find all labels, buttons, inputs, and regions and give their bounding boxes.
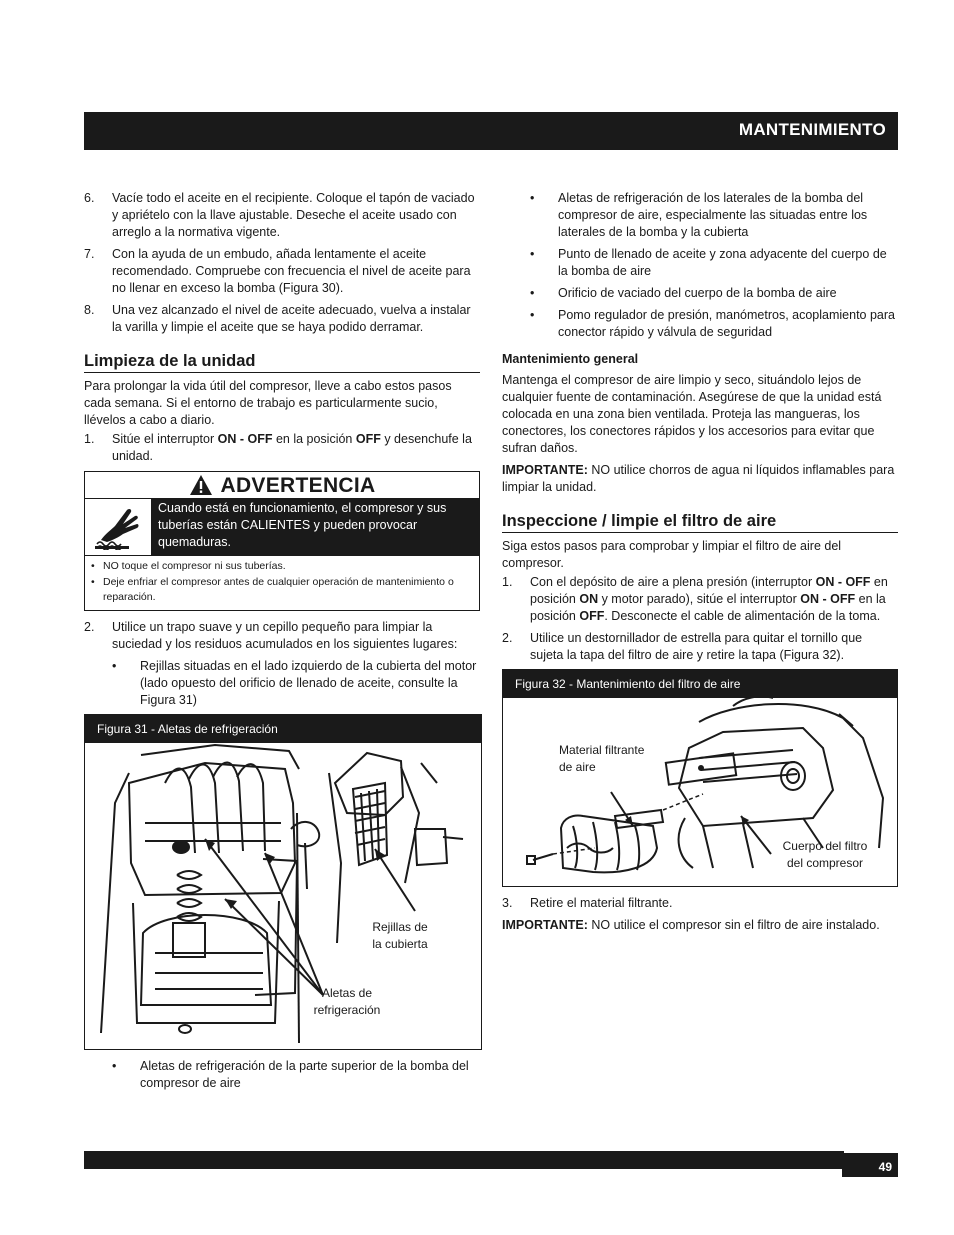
figure-31 xyxy=(84,714,482,1050)
cleaning-bullet-grills: • Rejillas situadas en el lado izquierdo de la cubierta del motor (lado opuesto del orificio de llenado de aceite, consulte la Figura 31) xyxy=(112,659,477,707)
warning-list xyxy=(85,556,479,610)
filter-heading: Inspeccione / limpie el filtro de aire xyxy=(502,513,898,533)
cleaning-heading: Limpieza de la unidad xyxy=(84,353,480,373)
figure-32-illustration xyxy=(503,698,897,886)
warning-body xyxy=(85,499,479,556)
figure-31-label-grills: Rejillas de la cubierta xyxy=(372,920,428,951)
warning-item: • Deje enfriar el compresor antes de cualquier operación de mantenimiento o reparación. xyxy=(91,576,454,603)
cleaning-bullet-top-fins: • Aletas de refrigeración de la parte superior de la bomba del compresor de aire xyxy=(112,1059,469,1090)
page-number: 49 xyxy=(842,1153,898,1177)
header-bar xyxy=(84,112,898,150)
figure-32 xyxy=(502,669,898,887)
hot-surface-hand-icon xyxy=(93,504,143,550)
warning-triangle-icon xyxy=(189,474,213,496)
figure-32-label-body: Cuerpo del filtro del compresor xyxy=(782,839,868,870)
warning-message: Cuando está en funcionamiento, el compresor y sus tuberías están CALIENTES y pueden provocar quemaduras. xyxy=(152,499,479,555)
step-7: 7. Con la ayuda de un embudo, añada lentamente el aceite recomendado. Compruebe con frecuencia el nivel de aceite para no llenar en exceso la bomba (Figura 30). xyxy=(84,247,471,295)
filter-step-2: 2. Utilice un destornillador de estrella para quitar el tornillo que sujeta la tapa del filtro de aire y retire la tapa (Figura 32). xyxy=(502,631,863,662)
step-6: 6. Vacíe todo el aceite en el recipiente. Coloque el tapón de vaciado y apriételo con la llave ajustable. Deseche el aceite usado con arreglo a la normativa vigente. xyxy=(84,191,475,239)
figure-31-label-fins: Aletas de refrigeración xyxy=(313,986,381,1017)
cleaning-bullet-oil-fill: • Punto de llenado de aceite y zona adyacente del cuerpo de la bomba de aire xyxy=(530,247,887,278)
right-column xyxy=(502,190,898,939)
footer-bar xyxy=(84,1151,844,1169)
figure-32-label-material: Material filtrante de aire xyxy=(559,743,645,774)
cleaning-step-1: 1. Sitúe el interruptor ON - OFF en la posición OFF y desenchufe la unidad. xyxy=(84,432,472,463)
warning-title: ADVERTENCIA xyxy=(220,473,376,497)
general-important: IMPORTANTE: NO utilice chorros de agua ni líquidos inflamables para limpiar la unidad. xyxy=(502,463,895,494)
figure-32-caption: Figura 32 - Mantenimiento del filtro de aire xyxy=(503,670,897,698)
filter-step-3: 3. Retire el material filtrante. xyxy=(502,896,673,910)
filter-intro: Siga estos pasos para comprobar y limpiar el filtro de aire del compresor. xyxy=(502,539,842,570)
step-8: 8. Una vez alcanzado el nivel de aceite adecuado, vuelva a instalar la varilla y limpie el aceite que se haya podido derramar. xyxy=(84,303,471,334)
cleaning-bullet-drain: • Orificio de vaciado del cuerpo de la bomba de aire xyxy=(530,286,837,300)
filter-step-1: 1. Con el depósito de aire a plena presión (interruptor ON - OFF en posición ON y motor parado), sitúe el interruptor ON - OFF en la posición OFF. Desconecte el cable de alimentación de la toma. xyxy=(502,575,888,623)
filter-important: IMPORTANTE: NO utilice el compresor sin el filtro de aire instalado. xyxy=(502,918,880,932)
figure-31-caption: Figura 31 - Aletas de refrigeración xyxy=(85,715,481,743)
cleaning-bullet-regulator: • Pomo regulador de presión, manómetros, acoplamiento para conector rápido y válvula de seguridad xyxy=(530,308,895,339)
cleaning-bullet-side-fins: • Aletas de refrigeración de los laterales de la bomba del compresor de aire, especialmente las situadas entre los laterales de la bomba y la cubierta xyxy=(530,191,868,239)
left-column xyxy=(84,190,480,1097)
warning-box xyxy=(84,471,480,611)
warning-item: • NO toque el compresor ni sus tuberías. xyxy=(91,560,286,572)
warning-header xyxy=(85,472,479,499)
section-title: MANTENIMIENTO xyxy=(738,120,886,139)
compressor-cooling-fins-illustration xyxy=(85,743,479,1049)
general-heading: Mantenimiento general xyxy=(502,352,639,366)
cleaning-intro: Para prolongar la vida útil del compresor, lleve a cabo estos pasos cada semana. Si el entorno de trabajo es particularmente sucio, llévelos a cabo a diario. xyxy=(84,379,452,427)
cleaning-step-2: 2. Utilice un trapo suave y un cepillo pequeño para limpiar la suciedad y los residuos acumulados en los siguientes lugares: xyxy=(84,620,458,651)
general-text: Mantenga el compresor de aire limpio y seco, situándolo lejos de cualquier fuente de contaminación. Asegúrese de que la unidad está colocada en una zona bien ventilada. Proteja las mangueras, los conectores, los conectores rápidos y los accesorios para evitar que sufran daños. xyxy=(502,373,882,455)
hot-surface-icon-cell xyxy=(85,499,152,555)
figure-31-illustration xyxy=(85,743,481,1049)
